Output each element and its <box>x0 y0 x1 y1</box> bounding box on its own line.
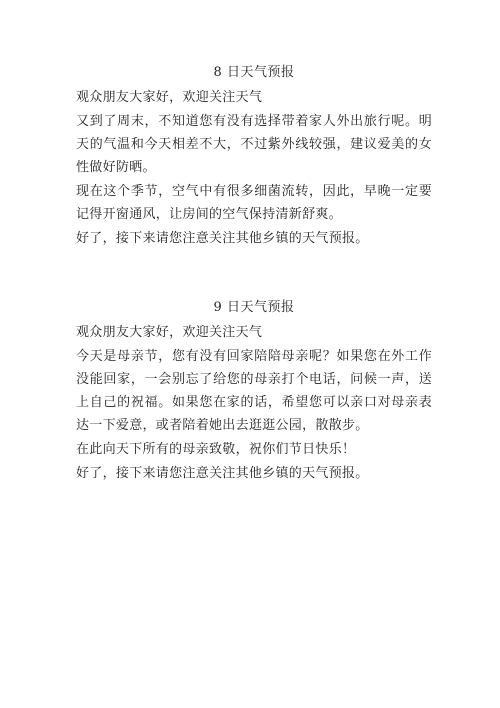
mothers-day-paragraph: 今天是母亲节，您有没有回家陪陪母亲呢？如果您在外工作没能回家，一会别忘了给您的母亲打个电话，问候一声，送上自己的祝福。如果您在家的话，希望您可以亲口对母亲表达一下爱意，或者陪着她出去逛逛公园，散散步。 <box>76 349 432 433</box>
closing-paragraph: 好了，接下来请您注意关注其他乡镇的天气预报。 <box>76 466 369 481</box>
forecast-title: 9 日天气预报 <box>213 300 295 315</box>
tribute-paragraph: 在此向天下所有的母亲致敬，祝你们节日快乐！ <box>76 442 356 457</box>
forecast-title: 8 日天气预报 <box>213 65 295 80</box>
forecast-section-8 <box>76 63 432 251</box>
ventilation-paragraph: 现在这个季节，空气中有很多细菌流转，因此，早晚一定要记得开窗通风，让房间的空气保持清新舒爽。 <box>76 184 432 222</box>
closing-paragraph: 好了，接下来请您注意关注其他乡镇的天气预报。 <box>76 231 369 246</box>
weekend-paragraph: 又到了周末，不知道您有没有选择带着家人外出旅行呢。明天的气温和今天相差不大，不过紫外线较强，建议爱美的女性做好防晒。 <box>76 114 432 175</box>
greeting-paragraph: 观众朋友大家好，欢迎关注天气 <box>76 325 263 340</box>
forecast-section-9 <box>76 298 432 486</box>
greeting-paragraph: 观众朋友大家好，欢迎关注天气 <box>76 90 263 105</box>
